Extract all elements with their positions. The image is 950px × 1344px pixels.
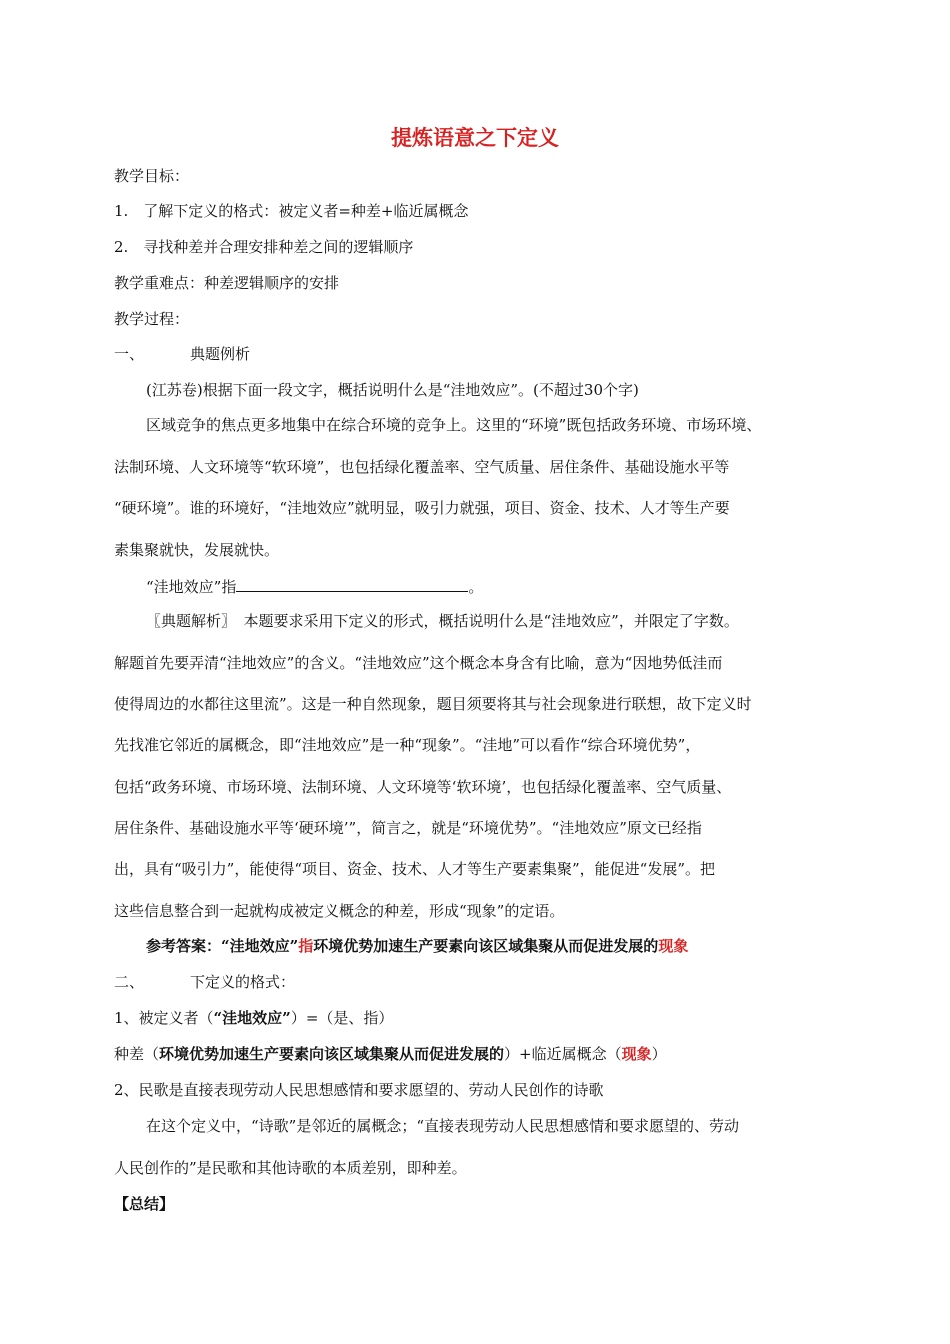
passage-line: 区域竞争的焦点更多地集中在综合环境的竞争上。这里的“环境”既包括政务环境、市场环境、 [146, 416, 762, 434]
analysis-line: 出，具有“吸引力”，能使得“项目、资金、技术、人才等生产要素集聚”，能促进“发展”。把 [114, 860, 716, 878]
analysis-line: 包括“政务环境、市场环境、法制环境、人文环境等‘软环境’，也包括绿化覆盖率、空气质量、 [114, 778, 732, 796]
analysis-line: 使得周边的水都往这里流”。这是一种自然现象，题目须要将其与社会现象进行联想，故下定义时 [114, 695, 752, 713]
objectives-heading: 教学目标： [114, 167, 190, 185]
ref-answer-body: 环境优势加速生产要素向该区域集聚从而促进发展的 [313, 937, 659, 955]
example-2: 2、民歌是直接表现劳动人民思想感情和要求愿望的、劳动人民创作的诗歌 [114, 1081, 604, 1099]
format-1-term: “洼地效应” [213, 1009, 291, 1027]
format-line-2 [114, 1043, 667, 1064]
section-1-title: 典题例析 [190, 345, 251, 363]
summary-heading: 【总结】 [114, 1195, 175, 1213]
ref-answer-term: “洼地效应” [221, 937, 299, 955]
section-2-number: 二、 [114, 973, 145, 991]
key-points: 教学重难点：种差逻辑顺序的安排 [114, 274, 340, 292]
process-heading: 教学过程： [114, 310, 190, 328]
format-1-suffix: ）=（是、指） [290, 1009, 394, 1027]
explain-line: 人民创作的”是民歌和其他诗歌的本质差别，即种差。 [114, 1159, 467, 1177]
analysis-line: 〖典题解析〗 本题要求采用下定义的形式，概括说明什么是“洼地效应”，并限定了字数。 [146, 612, 739, 630]
format-line-1 [114, 1007, 393, 1028]
format-2-middle: ）+临近属概念（ [504, 1045, 622, 1063]
analysis-line: 这些信息整合到一起就构成被定义概念的种差，形成“现象”的定语。 [114, 902, 565, 920]
format-2-diff: 环境优势加速生产要素向该区域集聚从而促进发展的 [159, 1045, 505, 1063]
reference-answer [146, 935, 688, 956]
format-2-suffix: ） [651, 1045, 667, 1063]
ref-answer-genus: 现象 [658, 937, 689, 955]
answer-end: 。 [468, 578, 484, 596]
objective-2: 2. 寻找种差并合理安排种差之间的逻辑顺序 [114, 238, 414, 256]
page-title: 提炼语意之下定义 [391, 126, 559, 150]
section-2-heading [114, 971, 295, 992]
passage-line: 素集聚就快，发展就快。 [114, 541, 280, 559]
format-2-prefix: 种差（ [114, 1045, 160, 1063]
section-1-number: 一、 [114, 345, 145, 363]
section-1-heading [114, 343, 250, 364]
answer-blank [236, 579, 468, 592]
analysis-line: 居住条件、基础设施水平等‘硬环境’”，简言之，就是“环境优势”。“洼地效应”原文已经指 [114, 819, 702, 837]
format-1-prefix: 1、被定义者（ [114, 1009, 214, 1027]
passage-line: 法制环境、人文环境等“软环境”，也包括绿化覆盖率、空气质量、居住条件、基础设施水平等 [114, 458, 730, 476]
exam-question: (江苏卷)根据下面一段文字，概括说明什么是“洼地效应”。(不超过30个字) [146, 381, 639, 399]
format-2-genus: 现象 [621, 1045, 652, 1063]
ref-answer-label: 参考答案： [146, 937, 222, 955]
passage-line: “硬环境”。谁的环境好，“洼地效应”就明显，吸引力就强，项目、资金、技术、人才等生产要 [114, 499, 730, 517]
objective-1: 1. 了解下定义的格式：被定义者=种差+临近属概念 [114, 202, 469, 220]
analysis-line: 解题首先要弄清“洼地效应”的含义。“洼地效应”这个概念本身含有比喻，意为“因地势低洼而 [114, 654, 723, 672]
analysis-line: 先找准它邻近的属概念，即“洼地效应”是一种“现象”。“洼地”可以看作“综合环境优势”， [114, 736, 701, 754]
answer-prompt-line [146, 576, 483, 597]
ref-answer-zhi: 指 [298, 937, 314, 955]
section-2-title: 下定义的格式： [190, 973, 296, 991]
answer-prompt: “洼地效应”指 [146, 578, 237, 596]
explain-line: 在这个定义中，“诗歌”是邻近的属概念；“直接表现劳动人民思想感情和要求愿望的、劳动 [146, 1117, 740, 1135]
